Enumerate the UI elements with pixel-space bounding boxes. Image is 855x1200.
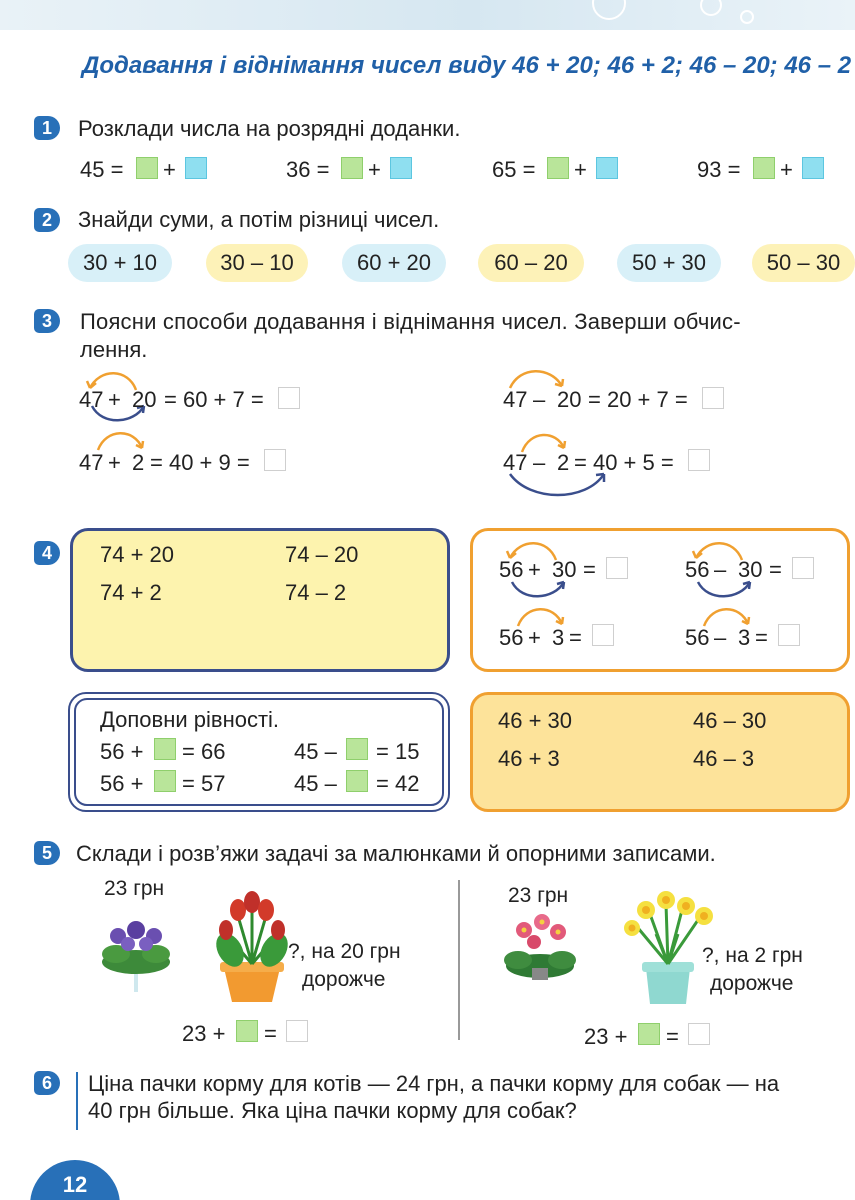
answer-box[interactable]	[592, 624, 614, 646]
task-bar	[76, 1072, 78, 1130]
decor-circle	[700, 0, 722, 16]
number: 2	[132, 450, 145, 475]
equals-sign: =	[583, 557, 596, 582]
box-heading: Доповни рівності.	[100, 707, 280, 732]
expression-pill: 60 + 20	[342, 244, 446, 282]
operator: +	[528, 625, 541, 650]
expression: 74 – 20	[285, 542, 359, 567]
answer-box[interactable]	[286, 1020, 308, 1042]
task-text: 40 грн більше. Яка ціна пачки корму для собак?	[88, 1098, 577, 1123]
answer-box-green[interactable]	[346, 738, 368, 760]
equation-end: = 66	[182, 739, 226, 764]
expression-pill: 50 – 30	[752, 244, 855, 282]
equation-start: 23 +	[182, 1021, 226, 1046]
expression-pill: 30 + 10	[68, 244, 172, 282]
decompose-number: 65 =	[492, 157, 536, 182]
expression-pill: 30 – 10	[206, 244, 308, 282]
number: 3	[738, 625, 751, 650]
answer-box-green[interactable]	[236, 1020, 258, 1042]
expression: 46 + 3	[498, 746, 560, 771]
question-text: ?, на 20 грн	[288, 940, 401, 963]
operator: +	[108, 450, 121, 475]
answer-box-green[interactable]	[753, 157, 775, 179]
answer-box[interactable]	[264, 449, 286, 471]
equation-start: 56 +	[100, 739, 144, 764]
question-text: дорожче	[302, 968, 386, 991]
answer-box-green[interactable]	[547, 157, 569, 179]
task-text: Ціна пачки корму для котів — 24 грн, а пачки корму для собак — на	[88, 1071, 780, 1096]
answer-box-green[interactable]	[638, 1023, 660, 1045]
task-number: 1	[34, 116, 60, 140]
expression-pill: 50 + 30	[617, 244, 721, 282]
answer-box-green[interactable]	[136, 157, 158, 179]
number: 47	[79, 387, 104, 412]
task-number: 2	[34, 208, 60, 232]
number: 2	[557, 450, 570, 475]
expression: 74 + 20	[100, 542, 175, 567]
equation-end: = 42	[376, 771, 420, 796]
number: 47	[79, 450, 104, 475]
equation-end: = 15	[376, 739, 420, 764]
number: 30	[552, 557, 577, 582]
answer-box-green[interactable]	[154, 770, 176, 792]
decompose-number: 45 =	[80, 157, 124, 182]
number: 56	[499, 557, 524, 582]
expression: 74 – 2	[285, 580, 347, 605]
expression: 74 + 2	[100, 580, 162, 605]
task-instruction: Знайди суми, а потім різниці чисел.	[78, 207, 440, 232]
answer-box[interactable]	[688, 1023, 710, 1045]
answer-box[interactable]	[688, 449, 710, 471]
expression: = 60 + 7 =	[164, 387, 264, 412]
equals-sign: =	[666, 1024, 679, 1049]
price-label: 23 грн	[104, 877, 165, 900]
answer-box-blue[interactable]	[596, 157, 618, 179]
operator: +	[108, 387, 121, 412]
answer-box[interactable]	[778, 624, 800, 646]
number: 20	[557, 387, 582, 412]
lesson-title: Додавання і віднімання чисел виду 46 + 20; 46 + 2; 46 – 20; 46 – 2	[82, 52, 852, 79]
number: 56	[685, 557, 710, 582]
task-number: 5	[34, 841, 60, 865]
equation-start: 23 +	[584, 1024, 628, 1049]
tulip-pot-icon	[210, 886, 294, 1004]
operator: –	[533, 387, 546, 412]
answer-box-blue[interactable]	[802, 157, 824, 179]
equation-start: 56 +	[100, 771, 144, 796]
answer-box-blue[interactable]	[185, 157, 207, 179]
task-instruction: лення.	[80, 337, 148, 362]
number: 20	[132, 387, 157, 412]
price-label: 23 грн	[508, 884, 569, 907]
decor-circle	[740, 10, 754, 24]
decomposition-arrow	[78, 428, 158, 452]
equation-start: 45 –	[294, 739, 337, 764]
number: 47	[503, 450, 528, 475]
equals-sign: =	[769, 557, 782, 582]
plus-sign: +	[780, 157, 793, 182]
answer-box-green[interactable]	[154, 738, 176, 760]
plus-sign: +	[574, 157, 587, 182]
number: 30	[738, 557, 763, 582]
violet-plant-icon	[96, 902, 176, 992]
expression: = 40 + 5 =	[574, 450, 674, 475]
equals-sign: =	[264, 1021, 277, 1046]
task-number: 4	[34, 541, 60, 565]
equals-sign: =	[569, 625, 582, 650]
task-number: 6	[34, 1071, 60, 1095]
operator: –	[714, 557, 727, 582]
plus-sign: +	[163, 157, 176, 182]
page-number: 12	[30, 1160, 120, 1200]
answer-box[interactable]	[702, 387, 724, 409]
number: 47	[503, 387, 528, 412]
task-instruction: Склади і розв’яжи задачі за малюнками й опорними записами.	[76, 841, 716, 866]
answer-box-blue[interactable]	[390, 157, 412, 179]
number: 56	[499, 625, 524, 650]
decompose-number: 93 =	[697, 157, 741, 182]
operator: –	[533, 450, 546, 475]
number: 56	[685, 625, 710, 650]
operator: –	[714, 625, 727, 650]
operator: +	[528, 557, 541, 582]
expression: 46 – 3	[693, 746, 755, 771]
equals-sign: =	[755, 625, 768, 650]
task-instruction: Поясни способи додавання і віднімання чисел. Заверши обчис-	[80, 309, 741, 334]
decor-circle	[592, 0, 626, 20]
question-text: дорожче	[710, 972, 794, 995]
answer-box-green[interactable]	[346, 770, 368, 792]
equation-start: 45 –	[294, 771, 337, 796]
decompose-number: 36 =	[286, 157, 330, 182]
primrose-plant-icon	[498, 908, 582, 984]
top-band	[0, 0, 855, 30]
expression: = 40 + 9 =	[150, 450, 250, 475]
expression: 46 + 30	[498, 708, 573, 733]
expression-pill: 60 – 20	[478, 244, 584, 282]
answer-box[interactable]	[792, 557, 814, 579]
answer-box[interactable]	[278, 387, 300, 409]
expression: = 20 + 7 =	[588, 387, 688, 412]
task-instruction: Розклади числа на розрядні доданки.	[78, 116, 461, 141]
equation-end: = 57	[182, 771, 226, 796]
number: 3	[552, 625, 565, 650]
divider	[458, 880, 460, 1040]
task-number: 3	[34, 309, 60, 333]
plus-sign: +	[368, 157, 381, 182]
answer-box[interactable]	[606, 557, 628, 579]
answer-box-green[interactable]	[341, 157, 363, 179]
question-text: ?, на 2 грн	[702, 944, 803, 967]
expression: 46 – 30	[693, 708, 767, 733]
